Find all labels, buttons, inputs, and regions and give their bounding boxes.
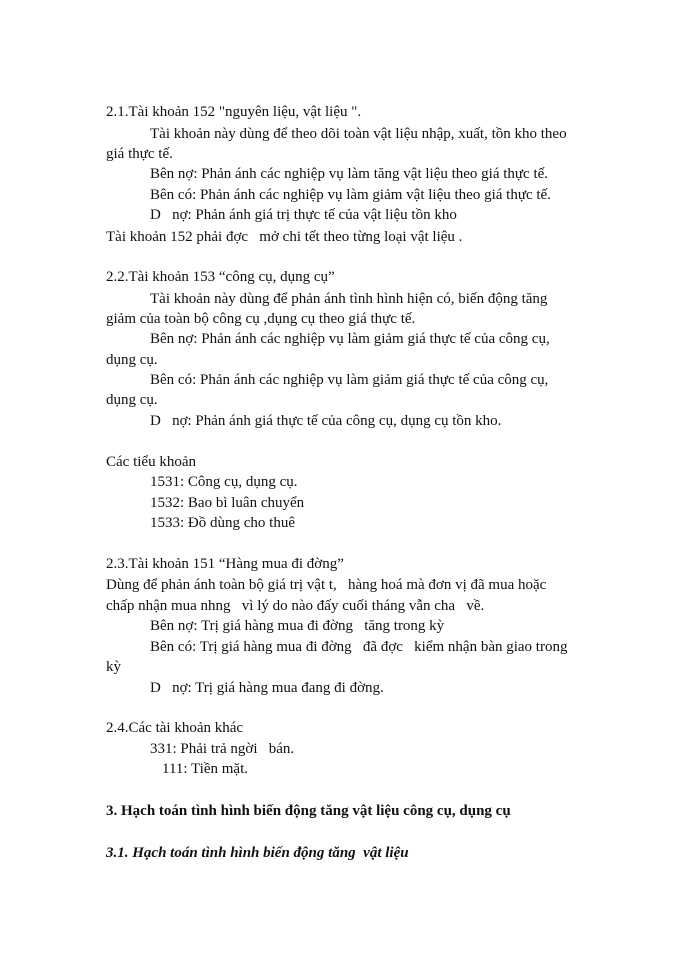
- section-2-2-balance-line: D nợ: Phản ánh giá thực tế của công cụ, dụng cụ tồn kho.: [150, 413, 502, 429]
- other-account-item: 331: Phải trả ngời bán.: [150, 741, 295, 757]
- section-2-1-balance-line: D nợ: Phản ánh giá trị thực tế của vật liệu tồn kho: [150, 207, 457, 223]
- section-2-1-heading: 2.1.Tài khoản 152 "nguyên liệu, vật liệu ".: [106, 104, 362, 120]
- section-2-2-debit-line-2: dụng cụ.: [106, 352, 158, 368]
- section-2-1-paragraph-line-2: giá thực tế.: [106, 146, 173, 162]
- section-2-2-heading: 2.2.Tài khoản 153 “công cụ, dụng cụ”: [106, 269, 335, 285]
- section-2-3-paragraph-line-2: chấp nhận mua nhng vì lý do nào đấy cuối tháng vẫn cha về.: [106, 598, 485, 614]
- section-2-4-heading: 2.4.Các tài khoản khác: [106, 720, 244, 736]
- section-2-1-note-line: Tài khoản 152 phải đợc mở chi tết theo từng loại vật liệu .: [106, 229, 463, 245]
- section-2-3-paragraph-line-1: Dùng để phản ánh toàn bộ giá trị vật t, hàng hoá mà đơn vị đã mua hoặc: [106, 577, 547, 593]
- section-2-3-balance-line: D nợ: Trị giá hàng mua đang đi đờng.: [150, 680, 384, 696]
- section-3-1-heading: 3.1. Hạch toán tình hình biến động tăng vật liệu: [106, 845, 409, 861]
- section-2-2-debit-line-1: Bên nợ: Phản ánh các nghiệp vụ làm giảm giá thực tế của công cụ,: [150, 331, 550, 347]
- section-2-2-paragraph-line-2: giảm của toàn bộ công cụ ,dụng cụ theo giá thực tế.: [106, 311, 416, 327]
- section-2-1-paragraph-line-1: Tài khoản này dùng để theo dõi toàn vật liệu nhập, xuất, tồn kho theo: [150, 126, 567, 142]
- section-2-3-heading: 2.3.Tài khoản 151 “Hàng mua đi đờng”: [106, 556, 344, 572]
- section-2-1-credit-line: Bên có: Phản ánh các nghiệp vụ làm giảm vật liệu theo giá thực tế.: [150, 187, 551, 203]
- section-2-3-credit-line-1: Bên có: Trị giá hàng mua đi đờng đã đợc kiểm nhận bàn giao trong: [150, 639, 568, 655]
- sub-account-item: 1532: Bao bì luân chuyển: [150, 495, 305, 511]
- section-3-heading: 3. Hạch toán tình hình biến động tăng vật liệu công cụ, dụng cụ: [106, 803, 511, 819]
- section-2-3-debit-line: Bên nợ: Trị giá hàng mua đi đờng tăng trong kỳ: [150, 618, 445, 634]
- section-2-2-credit-line-2: dụng cụ.: [106, 392, 158, 408]
- section-2-1-debit-line: Bên nợ: Phản ánh các nghiệp vụ làm tăng vật liệu theo giá thực tế.: [150, 166, 549, 182]
- sub-account-item: 1531: Công cụ, dụng cụ.: [150, 474, 298, 490]
- other-account-item: 111: Tiền mặt.: [162, 761, 248, 777]
- sub-accounts-heading: Các tiểu khoản: [106, 454, 196, 470]
- section-2-2-paragraph-line-1: Tài khoản này dùng để phản ánh tình hình hiện có, biến động tăng: [150, 291, 548, 307]
- section-2-3-credit-line-2: kỳ: [106, 659, 121, 675]
- section-2-2-credit-line-1: Bên có: Phản ánh các nghiệp vụ làm giảm giá thực tế của công cụ,: [150, 372, 549, 388]
- sub-account-item: 1533: Đồ dùng cho thuê: [150, 515, 295, 531]
